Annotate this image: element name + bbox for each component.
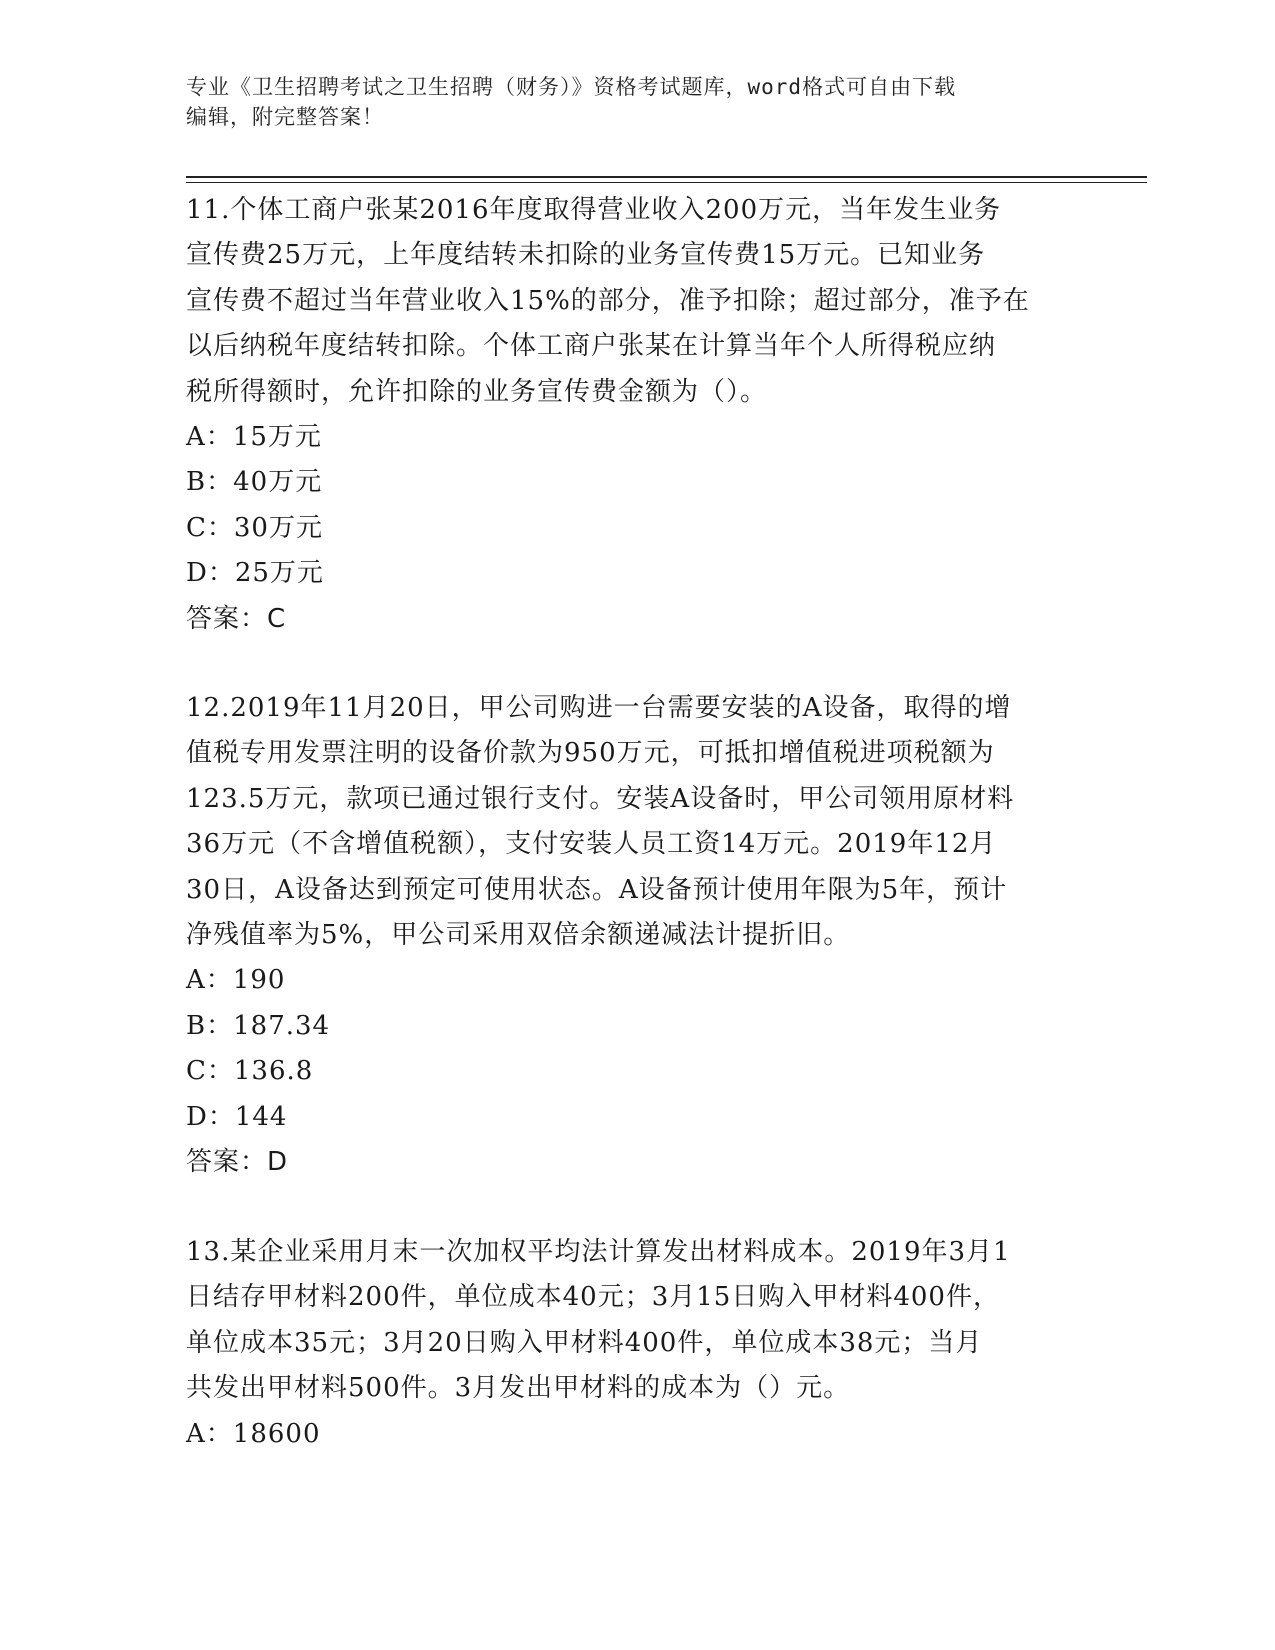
question-text-line: 宣传费25万元，上年度结转未扣除的业务宣传费15万元。已知业务: [186, 240, 986, 271]
option-b: B：187.34: [186, 1010, 331, 1041]
question-text-line: 123.5万元，款项已通过银行支付。安装A设备时，甲公司领用原材料: [186, 783, 1015, 814]
answer: 答案：C: [186, 603, 287, 634]
question-text-line: 30日，A设备达到预定可使用状态。A设备预计使用年限为5年，预计: [186, 874, 1008, 905]
option-d: D：144: [186, 1101, 288, 1132]
header-line-2: 编辑，附完整答案！: [186, 105, 384, 129]
option-c: C：30万元: [186, 512, 323, 543]
question-text-line: 日结存甲材料200件，单位成本40元；3月15日购入甲材料400件，: [186, 1282, 1000, 1313]
option-c: C：136.8: [186, 1056, 314, 1087]
option-d: D：25万元: [186, 558, 324, 589]
option-a: A：190: [186, 965, 286, 996]
question-13: [186, 1230, 1086, 1457]
header-divider-thick: [186, 176, 1147, 178]
header-line-1: 专业《卫生招聘考试之卫生招聘（财务）》资格考试题库，word格式可自由下载: [186, 75, 957, 99]
option-a: A：18600: [186, 1418, 321, 1449]
question-text-line: 11.个体工商户张某2016年度取得营业收入200万元，当年发生业务: [186, 195, 1002, 225]
question-12: [186, 686, 1086, 1185]
option-a: A：15万元: [186, 421, 322, 452]
question-text-line: 36万元（不含增值税额），支付安装人员工资14万元。2019年12月: [186, 829, 997, 860]
question-text-line: 单位成本35元；3月20日购入甲材料400件，单位成本38元；当月: [186, 1327, 983, 1358]
question-text-line: 宣传费不超过当年营业收入15%的部分，准予扣除；超过部分，准予在: [186, 285, 1030, 316]
header-divider-thin: [186, 182, 1147, 183]
question-text-line: 以后纳税年度结转扣除。个体工商户张某在计算当年个人所得税应纳: [186, 331, 997, 362]
question-11: [186, 188, 1086, 642]
document-header: [186, 72, 1066, 132]
question-text-line: 税所得额时，允许扣除的业务宣传费金额为（）。: [186, 376, 768, 407]
question-text-line: 共发出甲材料500件。3月发出甲材料的成本为（）元。: [186, 1373, 851, 1404]
question-text-line: 净残值率为5%，甲公司采用双倍余额递减法计提折旧。: [186, 919, 851, 950]
question-text-line: 值税专用发票注明的设备价款为950万元，可抵扣增值税进项税额为: [186, 738, 995, 769]
question-text-line: 13.某企业采用月末一次加权平均法计算发出材料成本。2019年3月1: [186, 1237, 1011, 1267]
answer: 答案：D: [186, 1146, 289, 1177]
option-b: B：40万元: [186, 467, 323, 498]
question-text-line: 12.2019年11月20日，甲公司购进一台需要安装的A设备，取得的增: [186, 693, 1012, 723]
